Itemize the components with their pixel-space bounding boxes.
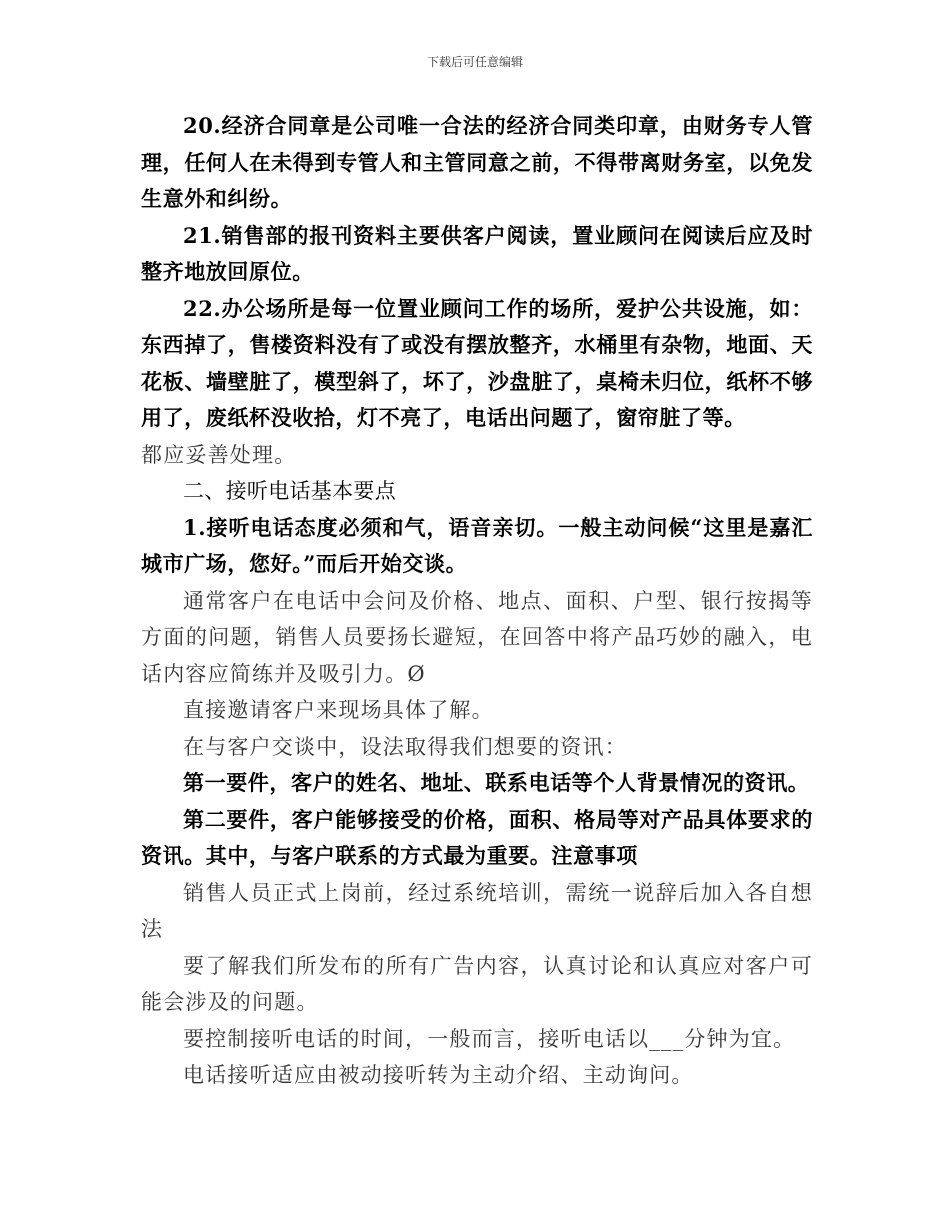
section-heading: 二、接听电话基本要点	[183, 479, 396, 503]
paragraph-item-22: 22.办公场所是每一位置业顾问工作的场所，爱护公共设施，如：东西掉了，售楼资料没有了或没有摆放整齐，水桶里有杂物，地面、天花板、墙壁脏了，模型斜了，坏了，沙盘脏了，桌椅未归位，纸杯不够用了，废纸杯没收拾，灯不亮了，电话出问题了，窗帘脏了等。	[141, 295, 813, 430]
paragraph-continuation: 都应妥善处理。	[141, 442, 297, 467]
paragraph-item-21: 21.销售部的报刊资料主要供客户阅读，置业顾问在阅读后应及时整齐地放回原位。	[141, 222, 813, 284]
paragraph-training: 销售人员正式上岗前，经过系统培训，需统一说辞后加入各自想法	[141, 880, 813, 941]
paragraph-phone-attitude: 1.接听电话态度必须和气，语音亲切。一般主动问候“这里是嘉汇城市广场，您好。”而后开始交谈。	[141, 514, 813, 576]
document-body	[141, 108, 813, 1094]
page-header: 下载后可任意编辑	[426, 55, 523, 69]
paragraph-first-requirement: 第一要件，客户的姓名、地址、联系电话等个人背景情况的资讯。	[183, 770, 810, 795]
paragraph-invite: 直接邀请客户来现场具体了解。	[183, 698, 494, 722]
paragraph-ads: 要了解我们所发布的所有广告内容，认真讨论和认真应对客户可能会涉及的问题。	[141, 953, 813, 1014]
paragraph-customer-questions: 通常客户在电话中会问及价格、地点、面积、户型、银行按揭等方面的问题，销售人员要扬长避短，在回答中将产品巧妙的融入，电话内容应简练并及吸引力。Ø	[141, 588, 813, 686]
paragraph-get-info: 在与客户交谈中，设法取得我们想要的资讯：	[183, 734, 627, 759]
paragraph-item-20: 20.经济合同章是公司唯一合法的经济合同类印章，由财务专人管理，任何人在未得到专管人和主管同意之前，不得带离财务室，以免发生意外和纠纷。	[141, 113, 813, 211]
paragraph-call-time: 要控制接听电话的时间，一般而言，接听电话以___分钟为宜。	[183, 1026, 796, 1051]
paragraph-second-requirement: 第二要件，客户能够接受的价格，面积、格局等对产品具体要求的资讯。其中，与客户联系的方式最为重要。注意事项	[141, 806, 813, 868]
paragraph-active-intro: 电话接听适应由被动接听转为主动介绍、主动询问。	[183, 1063, 694, 1087]
